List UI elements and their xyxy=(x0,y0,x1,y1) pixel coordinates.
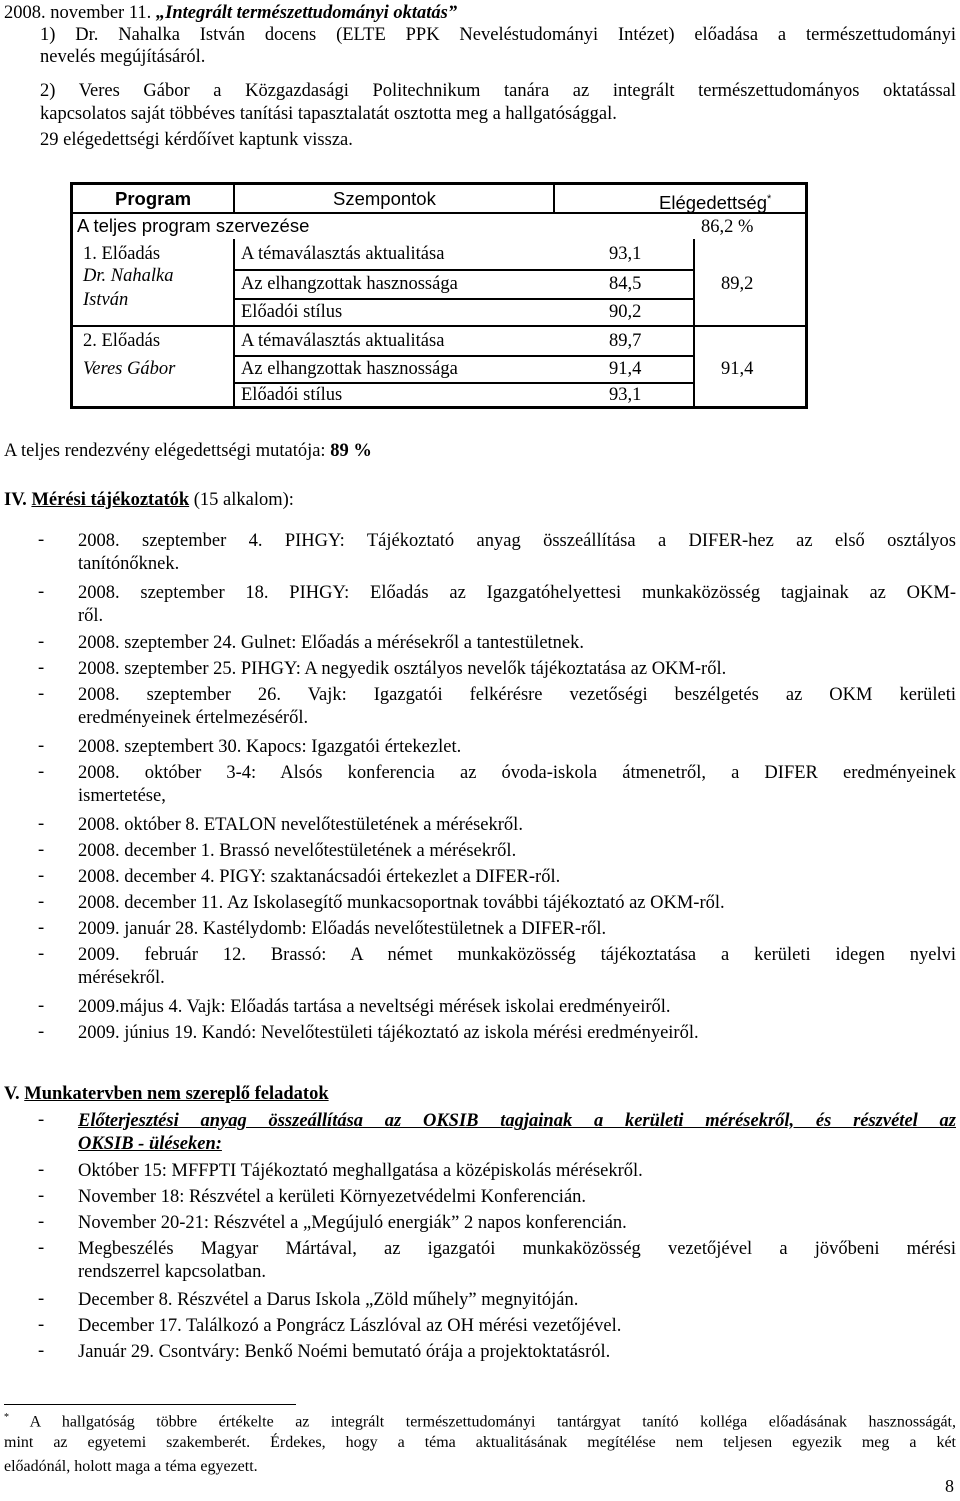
section4-num: IV. xyxy=(4,490,32,510)
satisfaction-table xyxy=(70,182,808,409)
list-item-line1: 2008. december 1. Brassó nevelőtestületének a mérésekről. xyxy=(78,841,517,861)
g1-average: 89,2 xyxy=(721,274,754,294)
list-item-line1: 2009. február 12. Brassó: A német munkaközösség tájékoztatása a kerületi idegen nyelvi xyxy=(78,945,956,965)
list-item xyxy=(78,1186,956,1209)
intro-p2-line1: 2) Veres Gábor a Közgazdasági Politechnikum tanára az integrált természettudományos oktatással xyxy=(40,81,956,101)
list-item xyxy=(78,1341,956,1364)
list-bullet: - xyxy=(38,762,45,782)
th-program: Program xyxy=(115,188,192,209)
list-item xyxy=(78,684,956,729)
list-bullet: - xyxy=(38,658,45,678)
list-item xyxy=(78,814,956,837)
list-item-line1: Előterjesztési anyag összeállítása az OKSIB tagjainak a kerületi mérésekről, és részvétel az xyxy=(78,1111,956,1131)
list-item-line1: November 18: Részvétel a kerületi Környezetvédelmi Konferencián. xyxy=(78,1187,587,1207)
list-item-line1: Megbeszélés Magyar Mártával, az igazgatói munkaközösség vezetőjével a jövőbeni mérési xyxy=(78,1239,956,1259)
list-item xyxy=(78,918,956,941)
intro-p1-line2: nevelés megújításáról. xyxy=(40,47,206,67)
list-bullet: - xyxy=(38,996,45,1016)
list-bullet: - xyxy=(38,582,45,602)
heading-line xyxy=(4,2,938,24)
page-number: 8 xyxy=(945,1476,954,1496)
list-item xyxy=(78,632,956,655)
list-item xyxy=(78,658,956,681)
footnote-line2: mint az egyetemi szakemberét. Érdekes, hogy a téma aktualitásának megítélése nem teljesen egyezik meg a két xyxy=(4,1434,956,1451)
list-item xyxy=(78,1238,956,1283)
list-bullet: - xyxy=(38,1160,45,1180)
list-bullet: - xyxy=(38,840,45,860)
intro-p1-line1: 1) Dr. Nahalka István docens (ELTE PPK Neveléstudományi Intézet) előadása a természettudományi xyxy=(40,25,956,45)
g1-row1-value: 93,1 xyxy=(609,244,642,264)
list-item-line1: 2008. szeptember 18. PIHGY: Előadás az Igazgatóhelyettesi munkaközösség tagjainak az OKM- xyxy=(78,583,956,603)
summary-value: 89 % xyxy=(330,441,372,461)
list-item-line2: tanítónőknek. xyxy=(78,553,180,574)
list-bullet: - xyxy=(38,918,45,938)
g2-rule-1 xyxy=(235,355,693,357)
list-bullet: - xyxy=(38,632,45,652)
total-value: 86,2 % xyxy=(701,217,754,237)
section5-title: Munkatervben nem szereplő feladatok xyxy=(24,1084,329,1104)
col-divider-b xyxy=(693,239,695,407)
list-item xyxy=(78,1212,956,1235)
footnote-star: * xyxy=(4,1412,9,1423)
list-item xyxy=(78,996,956,1019)
group1-name-line2: Dr. Nahalka xyxy=(83,266,174,286)
list-item xyxy=(78,944,956,989)
list-item-line1: 2008. szeptember 24. Gulnet: Előadás a mérésekről a tantestületnek. xyxy=(78,633,585,653)
list-item xyxy=(78,1315,956,1338)
group2-name-line1: 2. Előadás xyxy=(83,331,161,351)
list-item xyxy=(78,530,956,575)
list-bullet: - xyxy=(38,1238,45,1258)
list-item-line1: December 8. Részvétel a Darus Iskola „Zöld műhely” megnyitóján. xyxy=(78,1290,579,1310)
g1-row2-value: 84,5 xyxy=(609,274,642,294)
list-item xyxy=(78,582,956,627)
footnote-line3: előadónál, holott maga a téma egyezett. xyxy=(4,1458,258,1475)
section5-num: V. xyxy=(4,1084,25,1104)
list-bullet: - xyxy=(38,1186,45,1206)
list-item-line1: 2009. június 19. Kandó: Nevelőtestületi tájékoztató az iskola mérési eredményeiről. xyxy=(78,1023,699,1043)
g2-row2-value: 91,4 xyxy=(609,359,642,379)
list-item-line1: December 17. Találkozó a Pongrácz Lászlóval az OH mérési vezetőjével. xyxy=(78,1316,622,1336)
list-bullet: - xyxy=(38,1341,45,1361)
header-divider-1 xyxy=(233,185,235,212)
list-item-line1: 2009.május 4. Vajk: Előadás tartása a neveltségi mérések iskolai eredményeiről. xyxy=(78,997,671,1017)
g2-average: 91,4 xyxy=(721,359,754,379)
g2-row3-value: 93,1 xyxy=(609,385,642,405)
g1-row3-label: Előadói stílus xyxy=(241,302,343,322)
list-item-line1: Január 29. Csontváry: Benkő Noémi bemutató órája a projektoktatásról. xyxy=(78,1342,611,1362)
list-bullet: - xyxy=(38,892,45,912)
list-item-line1: 2008. szeptember 26. Vajk: Igazgatói felkérésre vezetőségi beszélgetés az OKM kerületi xyxy=(78,685,956,705)
list-item-line1: 2008. december 11. Az Iskolasegítő munkacsoportnak további tájékoztató az OKM-ről. xyxy=(78,893,725,913)
g1-rule-2 xyxy=(235,298,693,300)
g1-rule-1 xyxy=(235,269,693,271)
intro-p3: 29 elégedettségi kérdőívet kaptunk vissza. xyxy=(40,130,353,150)
list-item-line1: 2008. október 8. ETALON nevelőtestületének a mérésekről. xyxy=(78,815,523,835)
list-item xyxy=(78,840,956,863)
g2-row1-label: A témaválasztás aktualitása xyxy=(241,331,445,351)
list-bullet: - xyxy=(38,866,45,886)
list-item-line2: rendszerrel kapcsolatban. xyxy=(78,1261,266,1282)
list-bullet: - xyxy=(38,1022,45,1042)
list-item xyxy=(78,762,956,807)
list-bullet: - xyxy=(38,814,45,834)
list-item-line1: Október 15: MFFPTI Tájékoztató meghallgatása a középiskolás mérésekről. xyxy=(78,1161,643,1181)
list-item-line2: OKSIB - üléseken: xyxy=(78,1133,222,1154)
list-item-line1: 2008. szeptember 4. PIHGY: Tájékoztató anyag összeállítása a DIFER-hez az első osztályos xyxy=(78,531,956,551)
footnote-marker: * xyxy=(767,193,772,205)
list-bullet: - xyxy=(38,1289,45,1309)
list-bullet: - xyxy=(38,1110,45,1130)
g2-row3-label: Előadói stílus xyxy=(241,385,343,405)
g1-row2-label: Az elhangzottak hasznossága xyxy=(241,274,458,294)
list-bullet: - xyxy=(38,736,45,756)
header-divider-2 xyxy=(553,185,555,212)
list-item-line1: November 20-21: Részvétel a „Megújuló energiák” 2 napos konferencián. xyxy=(78,1213,627,1233)
list-item-line1: 2008. szeptembert 30. Kapocs: Igazgatói értekezlet. xyxy=(78,737,462,757)
th-elegedettseg-label: Elégedettség xyxy=(659,192,768,214)
footnote-line1 xyxy=(4,1407,956,1433)
group1-name-line1: 1. Előadás xyxy=(83,244,161,264)
list-item-line1: 2008. december 4. PIGY: szaktanácsadói értekezlet a DIFER-ről. xyxy=(78,867,561,887)
th-szempontok: Szempontok xyxy=(333,188,436,209)
list-bullet: - xyxy=(38,684,45,704)
list-item-line2: ismertetése, xyxy=(78,785,166,806)
g2-row1-value: 89,7 xyxy=(609,331,642,351)
th-elegedettseg xyxy=(659,188,771,214)
list-item-line1: 2009. január 28. Kastélydomb: Előadás nevelőtestületnek a DIFER-ről. xyxy=(78,919,607,939)
heading-title: „Integrált természettudományi oktatás” xyxy=(155,3,458,23)
group1-name-line3: István xyxy=(83,290,129,310)
list-item xyxy=(78,1022,956,1045)
footnote-rule xyxy=(4,1404,296,1405)
group2-name-line2: Veres Gábor xyxy=(83,359,176,379)
intro-p2-line2: kapcsolatos saját többéves tanítási tapasztalatát osztotta meg a hallgatósággal. xyxy=(40,104,617,124)
g2-row2-label: Az elhangzottak hasznossága xyxy=(241,359,458,379)
list-item xyxy=(78,1110,956,1155)
g1-row3-value: 90,2 xyxy=(609,302,642,322)
total-label: A teljes program szervezése xyxy=(77,215,310,236)
list-bullet: - xyxy=(38,530,45,550)
section4-title: Mérési tájékoztatók xyxy=(31,490,190,510)
list-item-line2: mérésekről. xyxy=(78,967,165,988)
list-item xyxy=(78,1160,956,1183)
group-separator xyxy=(73,325,805,327)
summary-label: A teljes rendezvény elégedettségi mutatója: xyxy=(4,441,331,461)
section4-count: (15 alkalom): xyxy=(189,490,294,510)
heading-date: 2008. november 11. xyxy=(4,3,156,23)
list-item xyxy=(78,892,956,915)
list-item xyxy=(78,866,956,889)
list-item-line1: 2008. október 3-4: Alsós konferencia az óvoda-iskola átmenetről, a DIFER eredményeinek xyxy=(78,763,956,783)
list-item-line2: ről. xyxy=(78,605,104,626)
section5-heading xyxy=(4,1083,938,1105)
g1-row1-label: A témaválasztás aktualitása xyxy=(241,244,445,264)
list-item-line1: 2008. szeptember 25. PIHGY: A negyedik osztályos nevelők tájékoztatása az OKM-ről. xyxy=(78,659,727,679)
list-bullet: - xyxy=(38,944,45,964)
list-item xyxy=(78,736,956,759)
list-item-line2: eredményeinek értelmezéséről. xyxy=(78,707,309,728)
section4-heading xyxy=(4,489,938,511)
list-bullet: - xyxy=(38,1212,45,1232)
list-bullet: - xyxy=(38,1315,45,1335)
footnote-text-1: A hallgatóság többre értékelte az integrált természettudományi tantárgyat tanító kolléga előadásának hasznosságát, xyxy=(29,1413,956,1431)
summary-line xyxy=(4,440,938,462)
list-item xyxy=(78,1289,956,1312)
